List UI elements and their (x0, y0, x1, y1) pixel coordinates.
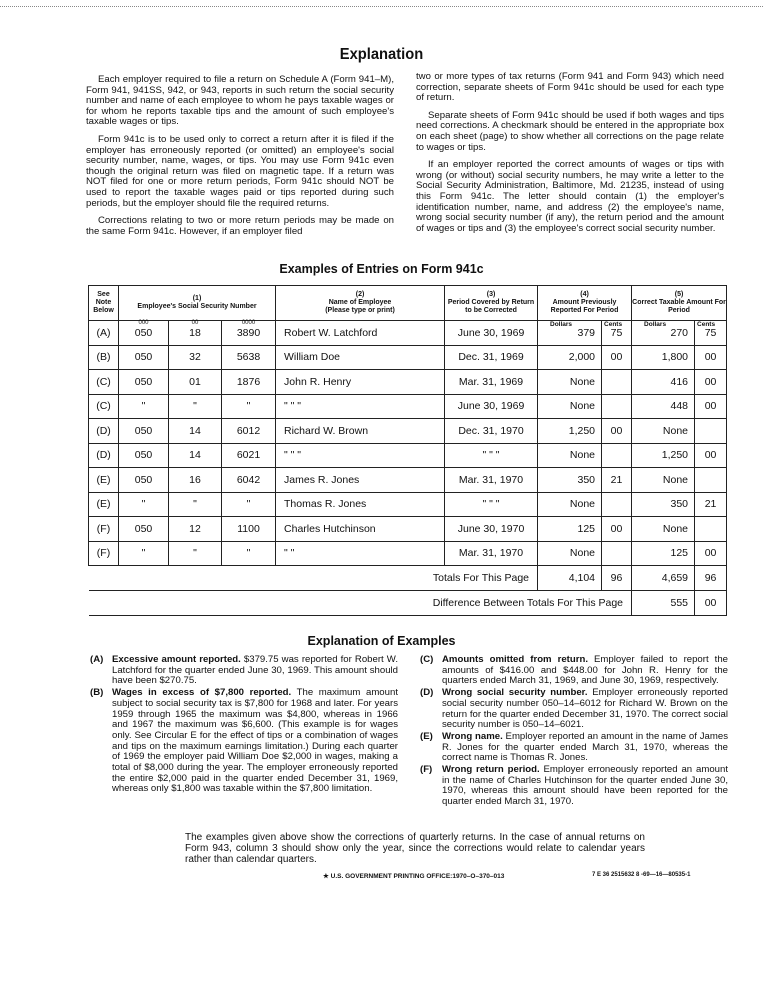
employee-name-cell (276, 370, 445, 395)
name-header (276, 286, 445, 321)
cents-label: Cents (697, 321, 716, 328)
ssn-area: 050 (134, 351, 153, 364)
intro-paragraph: If an employer reported the correct amounts of wages or tips with wrong (or without) social security numbers, he may write a letter to the Social Security Administration, Baltimore, Md. 21235, instead of using this Form 941c. The letter should contain (1) the employer's identification number, name, and address (2) the employee's name, wrong social security number (if any), the return period and the amount of wages or tips and (3) the employee's correct social security number. (416, 159, 724, 234)
example-heading: Wages in excess of $7,800 reported. (112, 687, 292, 699)
correct-dollars-cell (632, 541, 695, 566)
ssn-group: " (193, 547, 197, 560)
previous-cents: 75 (610, 326, 623, 339)
example-item (420, 732, 728, 764)
period: June 30, 1969 (457, 326, 525, 339)
ssn-group-cell (169, 370, 222, 395)
example-text: The maximum amount subject to social security tax is $7,800 for 1968 and later. For years 1959 through 1965 the maximum was $4,800, whereas in 1966 and 1967 the maximum was $6,600. (This example is for wages only. See Circular E for the effect of tips or a combination of wages and tips on the maximum earnings limitation.) During each quarter of 1969 the employer paid William Doe $2,000 in wages, making a total of $8,000 during the year. The employer erroneously reported the entire $2,000 paid in the quarter ended December 31, 1969, whereas only $1,800 was taxable within the $7,800 limitation. (112, 687, 398, 795)
intro-paragraph: Form 941c is to be used only to correct a return after it is filed if the employer has erroneously reported (or omitted) an employee's social security number, name, wages, or tips. You may use Form 941c even though the original return was filed on magnetic tape. If a return was NOT filed for one or more return periods, Form 941c should NOT be used to report the taxable wages paid or tips reported during such periods, but the employer should file the required returns. (86, 133, 394, 209)
previous-cents-cell (602, 517, 632, 542)
previous-dollars-cell (538, 419, 602, 444)
previous-cents-cell (602, 492, 632, 517)
example-text: Employer erroneously reported an amount in the name of Charles Hutchinson for the quarter ended June 30, 1970, whereas this amount should have been reported for the quarter ended March 31, 1970. (442, 764, 728, 808)
previous-dollars-cell (538, 492, 602, 517)
period-cell (445, 394, 538, 419)
previous-dollars-cell (538, 345, 602, 370)
period-cell (445, 492, 538, 517)
correct-dollars-cell (632, 468, 695, 493)
employee-name: Robert W. Latchford (284, 326, 378, 339)
correct-cents-cell (695, 394, 727, 419)
ssn-area-cell (119, 370, 169, 395)
intro-paragraph: Each employer required to file a return on Schedule A (Form 941–M), Form 941, 941SS, 942, or 943, reports in such return the social security number and name of each employee to whom he pays taxable wages or for whom he reports taxable tips and the amount of such employee's taxable wages or tips. (86, 74, 394, 128)
period: Mar. 31, 1969 (458, 375, 524, 388)
ssn-area: 050 (134, 449, 153, 462)
employee-name: Thomas R. Jones (284, 498, 367, 511)
period-header-label: Period Covered by Return to be Corrected (447, 299, 535, 314)
period: Mar. 31, 1970 (458, 473, 524, 486)
previous-cents: 00 (610, 424, 623, 437)
ssn-group: " (193, 400, 197, 413)
example-item (420, 765, 728, 808)
example-heading: Wrong return period. (442, 764, 540, 776)
example-text: Employer failed to report the amounts of $416.00 and $448.00 for John R. Henry for the quarters ended March 31, 1969, and June 30, 1969, respectively. (442, 654, 728, 687)
previous-dollars: None (569, 449, 596, 462)
previous-cents-cell (602, 468, 632, 493)
previous-dollars-cell (538, 468, 602, 493)
employee-name-cell (276, 345, 445, 370)
intro-paragraph: Corrections relating to two or more return periods may be made on the same Form 941c. However, if an employer filed (86, 215, 394, 237)
employee-name-cell (276, 419, 445, 444)
closing-paragraph: The examples given above show the corrections of quarterly returns. In the case of annual returns on Form 943, column 3 should show only the year, since the corrections would relate to calendar years rather than calendar quarters. (185, 832, 645, 865)
ssn-group: 14 (189, 424, 201, 437)
correct-cents-cell (695, 541, 727, 566)
previous-dollars-cell (538, 541, 602, 566)
table-row (89, 492, 727, 517)
period-cell (445, 321, 538, 346)
row-note-cell (89, 541, 119, 566)
previous-cents-cell (602, 370, 632, 395)
period: June 30, 1969 (457, 400, 525, 413)
employee-name: Charles Hutchinson (284, 522, 376, 535)
ssn-group-cell (169, 541, 222, 566)
correct-amount-header (632, 286, 727, 321)
correct-cents-cell (695, 468, 727, 493)
employee-name: " " (284, 547, 295, 560)
table-row (89, 321, 727, 346)
ssn-serial-cell (222, 419, 276, 444)
printing-office-line: ★ U.S. GOVERNMENT PRINTING OFFICE:1970–O–370–013 (323, 873, 505, 880)
row-note: (E) (96, 473, 111, 486)
name-header-label: Name of Employee (328, 299, 392, 306)
ssn-group: 18 (189, 326, 201, 339)
correct-dollars: 125 (670, 547, 689, 560)
name-header-sub: (Please type or print) (325, 307, 395, 314)
ssn-group: 32 (189, 351, 201, 364)
examples-right-column (420, 655, 728, 809)
ssn-serial: 6042 (236, 473, 261, 486)
previous-cents: 00 (610, 522, 623, 535)
intro-paragraph: Separate sheets of Form 941c should be used if both wages and tips need corrections. A checkmark should be entered in the appropriate box on each sheet (page) to show whether all corrections on the page relate to wages or tips. (416, 109, 724, 153)
previous-cents-cell (602, 394, 632, 419)
ssn-group: 12 (189, 522, 201, 535)
difference-row (89, 591, 727, 616)
correct-dollars-cell (632, 492, 695, 517)
example-tag: (A) (90, 654, 104, 665)
employee-name: " " " (284, 449, 302, 462)
example-tag: (F) (420, 764, 433, 776)
ssn-area-cell (119, 541, 169, 566)
correct-dollars-cell (632, 443, 695, 468)
previous-dollars: None (569, 375, 596, 388)
table-row (89, 370, 727, 395)
table-row (89, 468, 727, 493)
totals-previous-dollars: 4,104 (538, 566, 602, 591)
employee-name: John R. Henry (284, 375, 352, 388)
previous-header-label: Amount Previously Reported For Period (550, 299, 619, 314)
ssn-area-cell (119, 517, 169, 542)
ssn-serial-cell (222, 468, 276, 493)
ssn-serial: " (246, 547, 251, 560)
totals-correct-dollars: 4,659 (632, 566, 695, 591)
row-note: (B) (96, 351, 111, 364)
correct-dollars: 350 (670, 498, 689, 511)
row-note: (F) (96, 522, 111, 535)
correct-header-label: Correct Taxable Amount For Period (632, 299, 726, 314)
period-cell (445, 468, 538, 493)
ssn-format-hint: 0000 (241, 320, 256, 326)
example-text: Employer erroneously reported social security number 050–14–6012 for Richard W. Brown on the return for the quarter ended December 31, 1970. The correct social security number is 050–14–6021. (442, 687, 728, 731)
ssn-area: 050 (134, 375, 153, 388)
ssn-serial: 3890 (236, 326, 261, 339)
ssn-area-cell (119, 492, 169, 517)
period-cell (445, 345, 538, 370)
correct-dollars-cell (632, 419, 695, 444)
ssn-serial-cell (222, 321, 276, 346)
employee-name-cell (276, 541, 445, 566)
table-header-row (89, 286, 727, 321)
table-row (89, 394, 727, 419)
row-note: (F) (96, 547, 111, 560)
example-item (420, 688, 728, 731)
table-row (89, 443, 727, 468)
row-note: (E) (96, 498, 111, 511)
ssn-serial-cell (222, 443, 276, 468)
example-item (90, 655, 398, 687)
intro-paragraph: two or more types of tax returns (Form 941 and Form 943) which need correction, separate sheets of Form 941c should be used for each type of return. (416, 71, 724, 104)
ssn-serial-cell (222, 370, 276, 395)
table-row (89, 541, 727, 566)
ssn-header-label: Employee's Social Security Number (137, 303, 257, 310)
correct-cents: 00 (704, 351, 717, 364)
row-note-cell (89, 468, 119, 493)
row-note-cell (89, 394, 119, 419)
intro-right-column (416, 72, 724, 241)
period: Dec. 31, 1969 (458, 351, 524, 364)
ssn-group: " (193, 498, 197, 511)
ssn-group-cell (169, 517, 222, 542)
ssn-area-cell (119, 419, 169, 444)
ssn-serial: " (246, 400, 251, 413)
row-note-cell (89, 443, 119, 468)
correct-cents-cell (695, 345, 727, 370)
previous-dollars-cell (538, 370, 602, 395)
employee-name: William Doe (284, 351, 341, 364)
example-tag: (D) (420, 687, 434, 699)
correct-cents: 75 (704, 326, 717, 339)
examples-title: Explanation of Examples (307, 634, 456, 648)
ssn-format-hint: 00 (191, 320, 199, 326)
row-note-cell (89, 492, 119, 517)
correct-cents: 00 (704, 547, 717, 560)
previous-cents-cell (602, 541, 632, 566)
table-row (89, 517, 727, 542)
note-header: See Note Below (89, 286, 119, 321)
employee-name-cell (276, 443, 445, 468)
ssn-area: " (141, 400, 146, 413)
previous-dollars: 1,250 (568, 424, 596, 437)
previous-cents: 21 (610, 473, 623, 486)
ssn-group-cell (169, 492, 222, 517)
ssn-header-num: (1) (192, 295, 202, 302)
previous-cents: 00 (610, 351, 623, 364)
page-title: Explanation (339, 46, 424, 63)
correct-dollars: 1,800 (661, 351, 689, 364)
ssn-area: 050 (134, 522, 153, 535)
row-note: (A) (96, 326, 111, 339)
example-tag: (C) (420, 654, 434, 665)
examples-left-column (90, 655, 398, 796)
previous-amount-header (538, 286, 632, 321)
previous-dollars: None (569, 400, 596, 413)
previous-dollars: 350 (577, 473, 596, 486)
employee-name-cell (276, 394, 445, 419)
correct-cents-cell (695, 517, 727, 542)
row-note: (D) (96, 449, 111, 462)
previous-dollars-cell (538, 443, 602, 468)
period: Mar. 31, 1970 (458, 547, 524, 560)
ssn-group-cell (169, 468, 222, 493)
top-rule (0, 6, 763, 7)
table-row (89, 345, 727, 370)
dollars-label: Dollars (550, 321, 573, 328)
ssn-header (119, 286, 276, 321)
example-tag: (E) (420, 730, 433, 742)
correct-dollars: None (662, 473, 689, 486)
correct-cents: 00 (704, 400, 717, 413)
example-heading: Wrong name. (442, 730, 503, 742)
correct-dollars-cell (632, 517, 695, 542)
ssn-group: 14 (189, 449, 201, 462)
difference-dollars: 555 (632, 591, 695, 616)
name-header-num: (2) (355, 291, 365, 298)
previous-dollars: 379 (577, 326, 596, 339)
correct-dollars-cell (632, 370, 695, 395)
correct-cents: 00 (704, 375, 717, 388)
ssn-serial: " (246, 498, 251, 511)
ssn-format-hint: 000 (138, 320, 149, 326)
examples-table (88, 285, 727, 616)
ssn-area-cell (119, 443, 169, 468)
correct-header-num: (5) (674, 291, 684, 298)
correct-dollars: 416 (670, 375, 689, 388)
example-text: Employer reported an amount in the name of James R. Jones for the quarter ended March 31, 1970, whereas the correct name is Thomas R. Jones. (442, 730, 728, 764)
ssn-serial-cell (222, 345, 276, 370)
correct-dollars-cell (632, 394, 695, 419)
ssn-serial: 6021 (236, 449, 261, 462)
example-text: $379.75 was reported for Robert W. Latchford for the quarter ended June 30, 1969. This amount should have been $270.75. (112, 654, 398, 687)
period-cell (445, 419, 538, 444)
example-item (420, 655, 728, 687)
ssn-area: 050 (134, 473, 153, 486)
previous-cents-cell (602, 321, 632, 346)
employee-name-cell (276, 517, 445, 542)
ssn-area: " (141, 498, 146, 511)
correct-dollars-cell (632, 345, 695, 370)
correct-cents-cell (695, 419, 727, 444)
ssn-group-cell (169, 321, 222, 346)
correct-cents-cell (695, 443, 727, 468)
correct-dollars: None (662, 522, 689, 535)
period-cell (445, 517, 538, 542)
previous-header-num: (4) (580, 291, 589, 298)
ssn-group: 16 (189, 473, 201, 486)
example-tag: (B) (90, 687, 104, 699)
ssn-serial-cell (222, 541, 276, 566)
row-note-cell (89, 345, 119, 370)
employee-name: " " " (284, 400, 302, 413)
period: " " " (482, 449, 500, 462)
difference-label: Difference Between Totals For This Page (89, 591, 632, 616)
previous-cents-cell (602, 419, 632, 444)
period: June 30, 1970 (457, 522, 525, 535)
previous-dollars-cell (538, 321, 602, 346)
period-cell (445, 370, 538, 395)
period-cell (445, 443, 538, 468)
correct-cents: 00 (704, 449, 717, 462)
employee-name-cell (276, 321, 445, 346)
employee-name-cell (276, 468, 445, 493)
period-header-num: (3) (486, 291, 496, 298)
employee-name-cell (276, 492, 445, 517)
ssn-group-cell (169, 345, 222, 370)
period: Dec. 31, 1970 (458, 424, 524, 437)
example-heading: Amounts omitted from return. (442, 654, 588, 665)
ssn-area-cell (119, 468, 169, 493)
row-note-cell (89, 419, 119, 444)
ssn-group-cell (169, 443, 222, 468)
correct-cents-cell (695, 321, 727, 346)
ssn-area: " (141, 547, 146, 560)
table-row (89, 419, 727, 444)
totals-row (89, 566, 727, 591)
difference-cents: 00 (695, 591, 727, 616)
row-note: (C) (96, 375, 111, 388)
previous-dollars: None (569, 547, 596, 560)
table-title: Examples of Entries on Form 941c (279, 262, 484, 276)
row-note-cell (89, 370, 119, 395)
previous-dollars: None (569, 498, 596, 511)
employee-name: Richard W. Brown (284, 424, 369, 437)
previous-dollars-cell (538, 394, 602, 419)
period-cell (445, 541, 538, 566)
previous-dollars: 2,000 (568, 351, 596, 364)
ssn-serial: 6012 (236, 424, 261, 437)
example-heading: Excessive amount reported. (112, 654, 241, 665)
ssn-area-cell (119, 394, 169, 419)
ssn-area-cell (119, 321, 169, 346)
correct-dollars: None (662, 424, 689, 437)
intro-left-column (86, 75, 394, 244)
ssn-serial-cell (222, 517, 276, 542)
previous-cents-cell (602, 443, 632, 468)
cents-label: Cents (604, 321, 623, 328)
ssn-group-cell (169, 394, 222, 419)
previous-dollars: 125 (577, 522, 596, 535)
ssn-serial: 1876 (236, 375, 261, 388)
ssn-serial: 1100 (237, 522, 260, 535)
previous-cents-cell (602, 345, 632, 370)
correct-dollars: 448 (670, 400, 689, 413)
row-note-cell (89, 517, 119, 542)
period: " " " (482, 498, 500, 511)
correct-dollars: 1,250 (661, 449, 689, 462)
previous-dollars-cell (538, 517, 602, 542)
ssn-area: 050 (134, 424, 153, 437)
correct-cents: 21 (704, 498, 717, 511)
totals-previous-cents: 96 (602, 566, 632, 591)
correct-dollars: 270 (670, 326, 689, 339)
totals-label: Totals For This Page (89, 566, 538, 591)
totals-correct-cents: 96 (695, 566, 727, 591)
row-note: (C) (96, 400, 111, 413)
row-note-cell (89, 321, 119, 346)
ssn-group-cell (169, 419, 222, 444)
dollars-label: Dollars (644, 321, 667, 328)
ssn-group: 01 (189, 375, 201, 388)
example-heading: Wrong social security number. (442, 687, 588, 699)
ssn-area: 050 (134, 326, 153, 339)
ssn-area-cell (119, 345, 169, 370)
correct-cents-cell (695, 492, 727, 517)
period-header (445, 286, 538, 321)
row-note: (D) (96, 424, 111, 437)
example-item (90, 688, 398, 795)
form-code: 7 E 36 2515632 8 -69—16—80535-1 (592, 872, 691, 878)
ssn-serial-cell (222, 394, 276, 419)
correct-cents-cell (695, 370, 727, 395)
ssn-serial-cell (222, 492, 276, 517)
correct-dollars-cell (632, 321, 695, 346)
ssn-serial: 5638 (236, 351, 261, 364)
employee-name: James R. Jones (284, 473, 360, 486)
